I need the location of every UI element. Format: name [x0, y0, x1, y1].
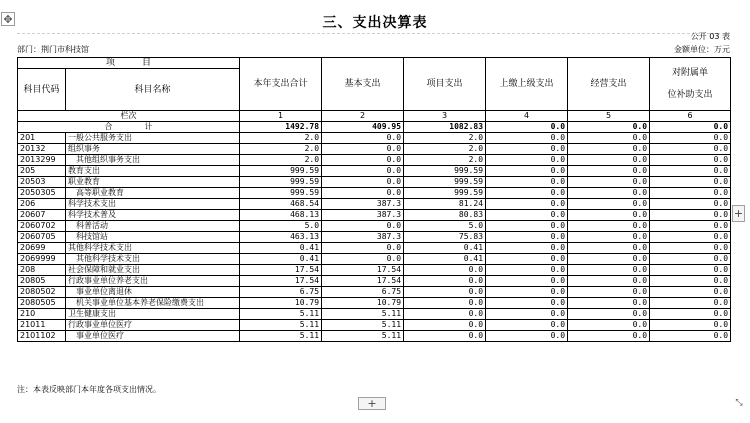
table-row	[18, 309, 731, 320]
resize-handle[interactable]	[733, 397, 745, 409]
amount-cell: 0.0	[404, 331, 486, 342]
amount-cell: 80.83	[404, 210, 486, 221]
table-row	[18, 287, 731, 298]
amount-cell: 0.0	[404, 298, 486, 309]
amount-cell: 0.0	[486, 155, 568, 166]
amount-cell: 5.0	[404, 221, 486, 232]
col-index: 2	[322, 111, 404, 122]
amount-cell: 0.0	[568, 243, 650, 254]
amount-cell: 0.0	[486, 331, 568, 342]
amount-cell: 0.0	[486, 298, 568, 309]
subject-code: 2080505	[18, 298, 66, 309]
amount-cell: 0.0	[486, 276, 568, 287]
subject-name: 职业教育	[66, 177, 240, 188]
amount-cell: 0.0	[486, 287, 568, 298]
amount-cell: 0.0	[650, 298, 731, 309]
subject-code: 210	[18, 309, 66, 320]
amount-cell: 463.13	[240, 232, 322, 243]
subject-name: 科学技术普及	[66, 210, 240, 221]
table-row	[18, 254, 731, 265]
amount-cell: 387.3	[322, 210, 404, 221]
total-value: 409.95	[322, 122, 404, 133]
subject-code: 2050305	[18, 188, 66, 199]
amount-cell: 0.0	[568, 166, 650, 177]
amount-cell: 5.11	[240, 331, 322, 342]
amount-cell: 468.13	[240, 210, 322, 221]
subject-code: 2060705	[18, 232, 66, 243]
subject-code: 20503	[18, 177, 66, 188]
amount-cell: 17.54	[240, 265, 322, 276]
amount-cell: 0.41	[240, 254, 322, 265]
amount-cell: 0.0	[486, 166, 568, 177]
header-code: 科目代码	[18, 69, 66, 111]
subject-code: 208	[18, 265, 66, 276]
header-subsidiary-line1: 对附属单	[672, 68, 709, 78]
table-row	[18, 166, 731, 177]
resize-icon: ⤡	[735, 398, 743, 408]
table-row	[18, 155, 731, 166]
amount-cell: 0.0	[568, 133, 650, 144]
amount-cell: 999.59	[404, 166, 486, 177]
amount-cell: 0.0	[486, 232, 568, 243]
header-project: 项 目	[18, 58, 240, 69]
amount-cell: 0.0	[650, 232, 731, 243]
amount-cell: 0.0	[650, 287, 731, 298]
amount-cell: 0.41	[240, 243, 322, 254]
subject-name: 行政事业单位医疗	[66, 320, 240, 331]
amount-cell: 0.0	[650, 210, 731, 221]
subject-name: 科学技术支出	[66, 199, 240, 210]
total-value: 1082.83	[404, 122, 486, 133]
amount-cell: 0.41	[404, 243, 486, 254]
amount-cell: 0.0	[322, 243, 404, 254]
amount-cell: 0.0	[322, 144, 404, 155]
amount-cell: 0.0	[650, 177, 731, 188]
total-value: 0.0	[486, 122, 568, 133]
add-column-button[interactable]	[732, 205, 745, 222]
amount-cell: 0.41	[404, 254, 486, 265]
amount-cell: 0.0	[486, 210, 568, 221]
table-row	[18, 133, 731, 144]
amount-cell: 0.0	[568, 177, 650, 188]
amount-cell: 0.0	[486, 265, 568, 276]
amount-cell: 0.0	[486, 254, 568, 265]
amount-cell: 0.0	[322, 188, 404, 199]
amount-cell: 999.59	[404, 188, 486, 199]
amount-cell: 0.0	[650, 254, 731, 265]
table-row	[18, 188, 731, 199]
table-row	[18, 265, 731, 276]
header-project-exp: 项目支出	[404, 58, 486, 111]
amount-cell: 0.0	[568, 155, 650, 166]
amount-cell: 0.0	[650, 276, 731, 287]
amount-cell: 0.0	[322, 166, 404, 177]
subject-code: 2080502	[18, 287, 66, 298]
amount-cell: 6.75	[322, 287, 404, 298]
amount-cell: 0.0	[650, 331, 731, 342]
amount-cell: 0.0	[404, 320, 486, 331]
expenditure-table	[17, 57, 731, 342]
amount-cell: 387.3	[322, 199, 404, 210]
header-operating: 经营支出	[568, 58, 650, 111]
amount-cell: 5.11	[240, 309, 322, 320]
header-subsidiary-line2: 位补助支出	[667, 90, 713, 100]
amount-cell: 0.0	[650, 265, 731, 276]
page-title: 三、支出决算表	[322, 15, 428, 31]
amount-cell: 0.0	[322, 155, 404, 166]
plus-icon: +	[367, 397, 377, 410]
table-note: 注：本表反映部门本年度各项支出情况。	[17, 385, 161, 394]
amount-cell: 81.24	[404, 199, 486, 210]
amount-cell: 0.0	[486, 177, 568, 188]
amount-cell: 10.79	[240, 298, 322, 309]
amount-cell: 0.0	[486, 221, 568, 232]
amount-cell: 0.0	[486, 320, 568, 331]
subject-name: 机关事业单位基本养老保险缴费支出	[66, 298, 240, 309]
subject-code: 2101102	[18, 331, 66, 342]
amount-cell: 0.0	[568, 188, 650, 199]
amount-cell: 17.54	[322, 265, 404, 276]
col-index: 5	[568, 111, 650, 122]
subject-code: 2013299	[18, 155, 66, 166]
subject-name: 行政事业单位养老支出	[66, 276, 240, 287]
total-value: 0.0	[568, 122, 650, 133]
amount-cell: 0.0	[486, 188, 568, 199]
amount-cell: 0.0	[404, 309, 486, 320]
amount-cell: 0.0	[322, 221, 404, 232]
amount-cell: 6.75	[240, 287, 322, 298]
amount-cell: 5.11	[322, 320, 404, 331]
amount-cell: 5.11	[322, 331, 404, 342]
amount-cell: 0.0	[568, 309, 650, 320]
table-row	[18, 276, 731, 287]
amount-cell: 2.0	[240, 144, 322, 155]
amount-cell: 0.0	[650, 221, 731, 232]
col-index: 4	[486, 111, 568, 122]
amount-cell: 17.54	[322, 276, 404, 287]
amount-cell: 0.0	[650, 188, 731, 199]
amount-cell: 75.83	[404, 232, 486, 243]
table-row	[18, 221, 731, 232]
amount-cell: 0.0	[568, 144, 650, 155]
subject-code: 20805	[18, 276, 66, 287]
header-subsidiary	[650, 58, 731, 111]
amount-cell: 0.0	[486, 309, 568, 320]
header-total: 本年支出合计	[240, 58, 322, 111]
table-row	[18, 177, 731, 188]
amount-cell: 0.0	[568, 265, 650, 276]
subject-code: 205	[18, 166, 66, 177]
subject-name: 事业单位离退休	[66, 287, 240, 298]
subject-name: 社会保障和就业支出	[66, 265, 240, 276]
amount-cell: 0.0	[322, 254, 404, 265]
department-label: 部门：荆门市科技馆	[17, 45, 89, 54]
subject-name: 科技馆站	[66, 232, 240, 243]
subject-name: 其他组织事务支出	[66, 155, 240, 166]
amount-cell: 0.0	[568, 331, 650, 342]
table-row	[18, 199, 731, 210]
subject-name: 卫生健康支出	[66, 309, 240, 320]
total-value: 1492.78	[240, 122, 322, 133]
amount-cell: 10.79	[322, 298, 404, 309]
amount-cell: 0.0	[568, 221, 650, 232]
amount-cell: 0.0	[568, 276, 650, 287]
amount-cell: 999.59	[240, 188, 322, 199]
amount-cell: 0.0	[568, 287, 650, 298]
amount-cell: 0.0	[322, 133, 404, 144]
amount-cell: 999.59	[240, 166, 322, 177]
col-index-label: 栏次	[18, 111, 240, 122]
unit-label: 金额单位：万元	[674, 45, 730, 54]
amount-cell: 2.0	[240, 155, 322, 166]
total-label: 合 计	[18, 122, 240, 133]
subject-code: 20699	[18, 243, 66, 254]
subject-name: 教育支出	[66, 166, 240, 177]
doc-number: 公开 03 表	[690, 32, 730, 41]
table-row	[18, 320, 731, 331]
col-index: 6	[650, 111, 731, 122]
table-row	[18, 144, 731, 155]
amount-cell: 0.0	[568, 210, 650, 221]
amount-cell: 999.59	[404, 177, 486, 188]
col-index: 1	[240, 111, 322, 122]
header-upper: 上缴上级支出	[486, 58, 568, 111]
amount-cell: 0.0	[650, 155, 731, 166]
col-index: 3	[404, 111, 486, 122]
amount-cell: 0.0	[568, 320, 650, 331]
amount-cell: 0.0	[650, 243, 731, 254]
subject-code: 201	[18, 133, 66, 144]
subject-name: 其他科学技术支出	[66, 254, 240, 265]
amount-cell: 0.0	[486, 133, 568, 144]
subject-code: 2069999	[18, 254, 66, 265]
amount-cell: 0.0	[404, 287, 486, 298]
amount-cell: 17.54	[240, 276, 322, 287]
move-icon: ✥	[3, 13, 13, 26]
subject-code: 206	[18, 199, 66, 210]
amount-cell: 0.0	[486, 199, 568, 210]
amount-cell: 468.54	[240, 199, 322, 210]
plus-icon: +	[733, 207, 744, 220]
amount-cell: 0.0	[568, 199, 650, 210]
amount-cell: 0.0	[650, 133, 731, 144]
amount-cell: 0.0	[650, 144, 731, 155]
amount-cell: 0.0	[650, 166, 731, 177]
table-row	[18, 298, 731, 309]
header-name: 科目名称	[66, 69, 240, 111]
subject-name: 其他科学技术支出	[66, 243, 240, 254]
table-row	[18, 243, 731, 254]
subject-code: 21011	[18, 320, 66, 331]
amount-cell: 5.11	[322, 309, 404, 320]
subject-name: 组织事务	[66, 144, 240, 155]
amount-cell: 2.0	[240, 133, 322, 144]
amount-cell: 387.3	[322, 232, 404, 243]
subject-name: 事业单位医疗	[66, 331, 240, 342]
amount-cell: 0.0	[650, 309, 731, 320]
table-row	[18, 210, 731, 221]
amount-cell: 5.0	[240, 221, 322, 232]
amount-cell: 5.11	[240, 320, 322, 331]
amount-cell: 0.0	[486, 144, 568, 155]
add-row-button[interactable]	[358, 397, 386, 410]
table-row	[18, 232, 731, 243]
subject-code: 20607	[18, 210, 66, 221]
subject-name: 高等职业教育	[66, 188, 240, 199]
amount-cell: 999.59	[240, 177, 322, 188]
amount-cell: 0.0	[650, 320, 731, 331]
subject-code: 20132	[18, 144, 66, 155]
amount-cell: 0.0	[404, 276, 486, 287]
table-row	[18, 331, 731, 342]
amount-cell: 0.0	[568, 254, 650, 265]
amount-cell: 0.0	[568, 298, 650, 309]
amount-cell: 0.0	[404, 265, 486, 276]
divider	[17, 33, 730, 34]
subject-name: 一般公共服务支出	[66, 133, 240, 144]
subject-name: 科普活动	[66, 221, 240, 232]
amount-cell: 2.0	[404, 133, 486, 144]
amount-cell: 0.0	[322, 177, 404, 188]
subject-code: 2060702	[18, 221, 66, 232]
amount-cell: 2.0	[404, 144, 486, 155]
amount-cell: 2.0	[404, 155, 486, 166]
total-value: 0.0	[650, 122, 731, 133]
amount-cell: 0.0	[568, 232, 650, 243]
amount-cell: 0.0	[650, 199, 731, 210]
header-basic: 基本支出	[322, 58, 404, 111]
amount-cell: 0.0	[486, 243, 568, 254]
